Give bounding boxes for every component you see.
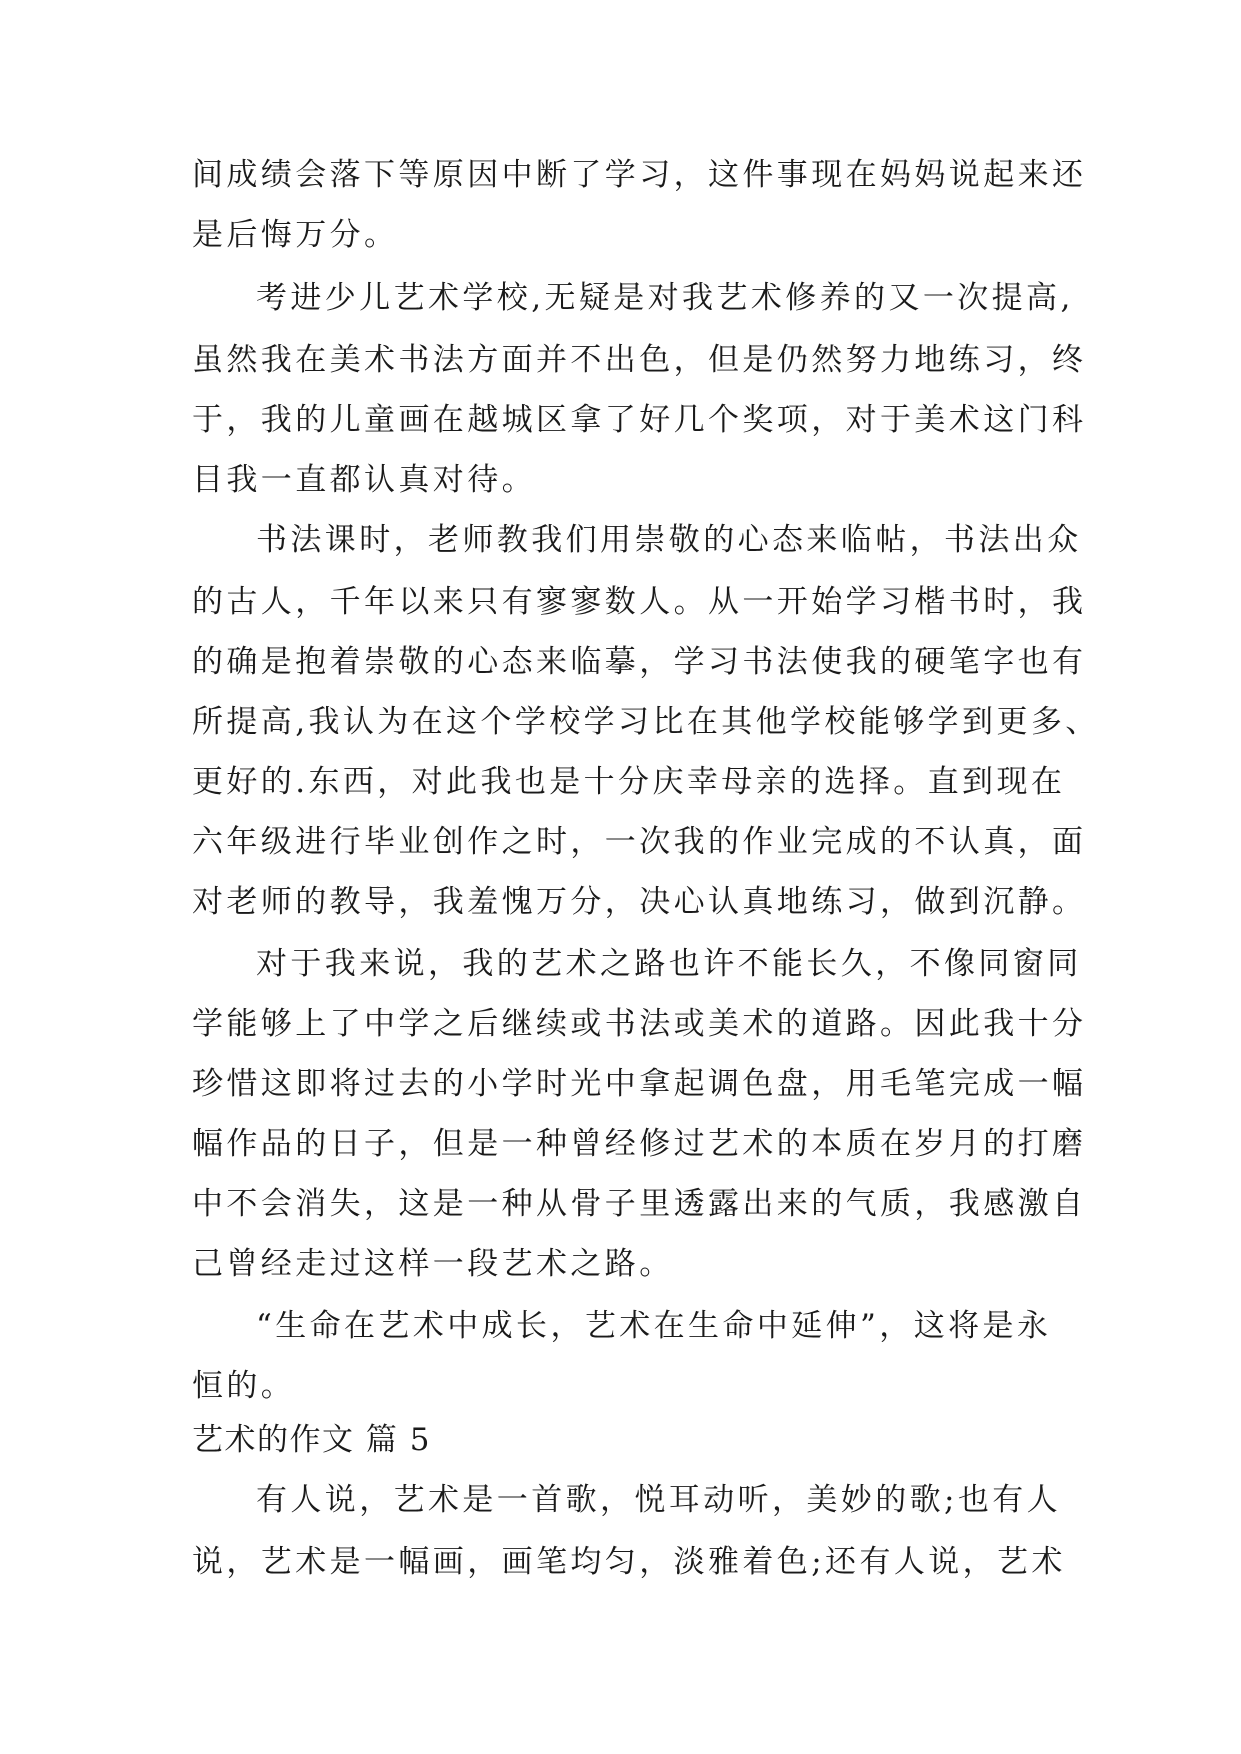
- body-text-line: 己曾经走过这样一段艺术之路。: [192, 1246, 674, 1282]
- body-text-line: 学能够上了中学之后继续或书法或美术的道路。因此我十分: [192, 1006, 1087, 1042]
- body-text-line: 是后悔万分。: [192, 217, 399, 253]
- body-text-line: 目我一直都认真对待。: [192, 462, 536, 498]
- body-text-line: 于，我的儿童画在越城区拿了好几个奖项，对于美术这门科: [192, 402, 1087, 438]
- body-text-line: 珍惜这即将过去的小学时光中拿起调色盘，用毛笔完成一幅: [192, 1066, 1087, 1102]
- paragraph-first-line: 书法课时，老师教我们用崇敬的心态来临帖，书法出众: [256, 522, 1082, 558]
- body-text-line: 恒的。: [192, 1368, 296, 1404]
- body-text-line: 的古人，千年以来只有寥寥数人。从一开始学习楷书时，我: [192, 584, 1087, 620]
- body-text-line: 中不会消失，这是一种从骨子里透露出来的气质，我感激自: [192, 1186, 1087, 1222]
- body-text-line: 六年级进行毕业创作之时，一次我的作业完成的不认真，面: [192, 824, 1087, 860]
- section-heading: 艺术的作文 篇 5: [192, 1422, 431, 1458]
- paragraph-first-line: 有人说，艺术是一首歌，悦耳动听，美妙的歌;也有人: [256, 1482, 1062, 1518]
- body-text-line: 的确是抱着崇敬的心态来临摹，学习书法使我的硬笔字也有: [192, 644, 1087, 680]
- paragraph-first-line: “生命在艺术中成长，艺术在生命中延伸”，这将是永: [256, 1308, 1052, 1344]
- body-text-line: 所提高,我认为在这个学校学习比在其他学校能够学到更多、: [192, 704, 1100, 740]
- body-text-line: 幅作品的日子，但是一种曾经修过艺术的本质在岁月的打磨: [192, 1126, 1087, 1162]
- body-text-line: 间成绩会落下等原因中断了学习，这件事现在妈妈说起来还: [192, 157, 1087, 193]
- body-text-line: 更好的.东西，对此我也是十分庆幸母亲的选择。直到现在: [192, 764, 1066, 800]
- body-text-line: 说，艺术是一幅画，画笔均匀，淡雅着色;还有人说，艺术: [192, 1544, 1066, 1580]
- body-text-line: 虽然我在美术书法方面并不出色，但是仍然努力地练习，终: [192, 342, 1087, 378]
- paragraph-first-line: 对于我来说，我的艺术之路也许不能长久，不像同窗同: [256, 946, 1082, 982]
- paragraph-first-line: 考进少儿艺术学校,无疑是对我艺术修养的又一次提高,: [256, 280, 1074, 316]
- body-text-line: 对老师的教导，我羞愧万分，决心认真地练习，做到沉静。: [192, 884, 1087, 920]
